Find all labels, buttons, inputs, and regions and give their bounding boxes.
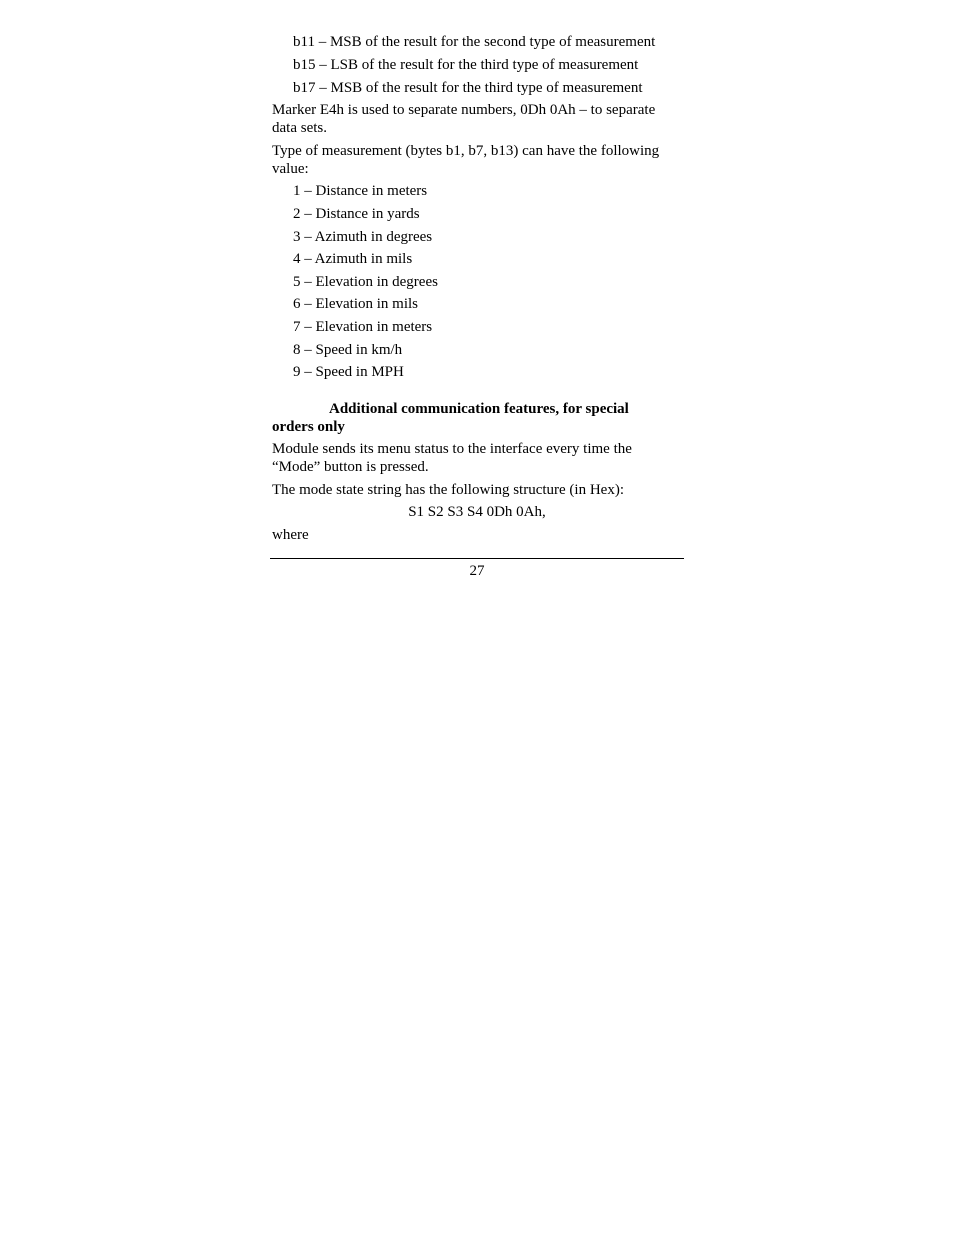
measurement-type-item: 6 – Elevation in mils [293,296,418,312]
byte-list-item: b15 – LSB of the result for the third type of measurement [293,57,639,73]
measurement-type-item: 7 – Elevation in meters [293,319,433,335]
where-text: where [272,527,309,543]
measurement-type-item: 3 – Azimuth in degrees [293,229,433,245]
measurement-type-item: 8 – Speed in km/h [293,342,403,358]
page-number: 27 [469,563,485,579]
module-paragraph-line: “Mode” button is pressed. [272,459,429,475]
measurement-type-item: 2 – Distance in yards [293,206,420,222]
measurement-type-item: 1 – Distance in meters [293,183,428,199]
footer-rule [270,558,684,559]
measurement-type-item: 9 – Speed in MPH [293,364,404,380]
section-heading-line: orders only [272,419,345,435]
measurement-type-item: 4 – Azimuth in mils [293,251,413,267]
module-paragraph-line: Module sends its menu status to the interface every time the [272,441,632,457]
type-paragraph-line: Type of measurement (bytes b1, b7, b13) can have the following [272,143,660,159]
structure-paragraph: The mode state string has the following structure (in Hex): [272,482,624,498]
section-heading-line: Additional communication features, for special [329,401,629,417]
structure-formula: S1 S2 S3 S4 0Dh 0Ah, [408,504,546,520]
byte-list-item: b11 – MSB of the result for the second type of measurement [293,34,656,50]
type-paragraph-line: value: [272,161,309,177]
marker-paragraph-line: Marker E4h is used to separate numbers, 0Dh 0Ah – to separate [272,102,656,118]
measurement-type-item: 5 – Elevation in degrees [293,274,438,290]
marker-paragraph-line: data sets. [272,120,327,136]
byte-list-item: b17 – MSB of the result for the third type of measurement [293,80,643,96]
